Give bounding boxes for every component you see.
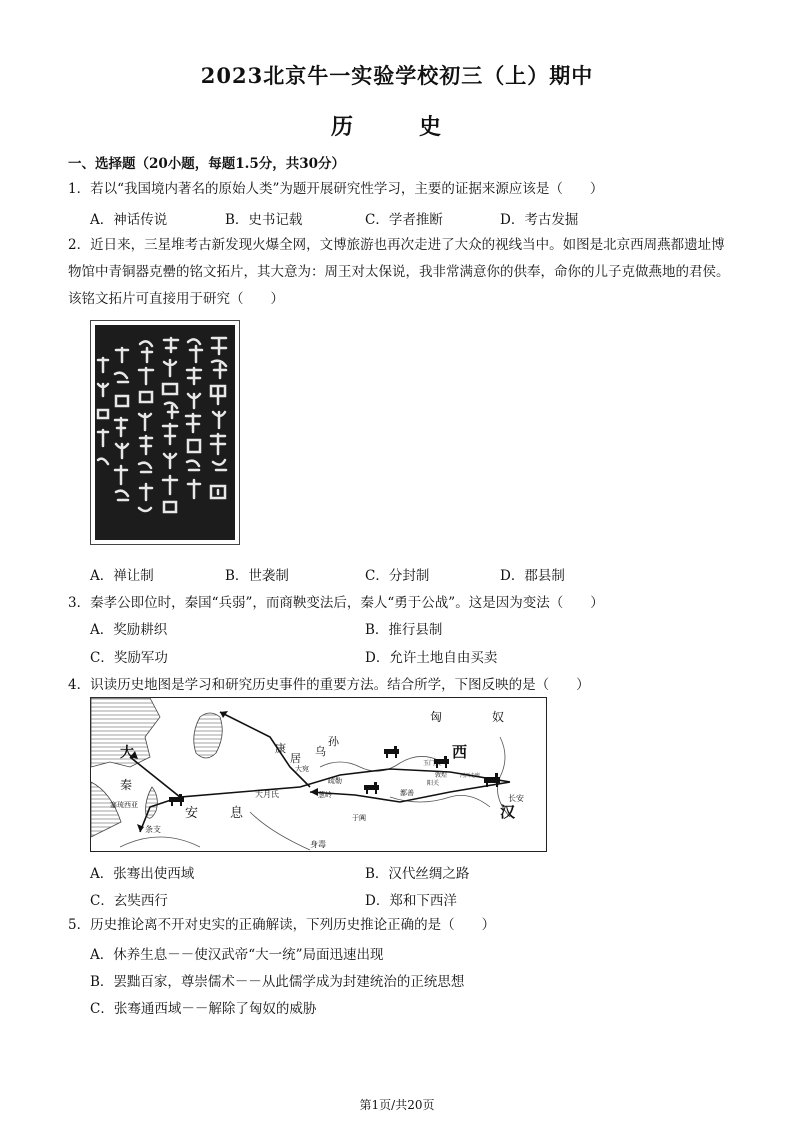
bronze-inscription-rubbing-image <box>90 320 240 545</box>
map-label: 匈 <box>430 710 443 724</box>
option-b: B．推行县制 <box>365 622 443 638</box>
map-label: 大月氏 <box>255 790 279 799</box>
map-label: 秦 <box>120 778 133 792</box>
silk-road-map-image <box>90 697 547 852</box>
map-label: 康 <box>275 742 286 755</box>
map-label: 汉 <box>500 803 516 821</box>
option-b: B．罢黜百家，尊崇儒术－－从此儒学成为封建统治的正统思想 <box>90 974 465 990</box>
map-label: 身毒 <box>310 840 326 849</box>
option-b: B．史书记载 <box>225 212 303 228</box>
section-heading: 一、选择题（20小题，每题1.5分，共30分） <box>68 156 346 172</box>
question-1-stem: 1．若以“我国境内著名的原始人类”为题开展研究性学习，主要的证据来源应该是（ ） <box>68 181 604 197</box>
map-label: 条支 <box>145 825 161 834</box>
option-c: C．奖励军功 <box>90 650 168 666</box>
page-footer: 第1页/共20页 <box>359 1098 435 1112</box>
map-label: 大 <box>120 745 134 761</box>
map-label: 玉门关 <box>423 760 442 767</box>
map-label: 河西走廊 <box>460 773 481 779</box>
map-label: 西 <box>452 743 468 761</box>
option-d: D．允许土地自由买卖 <box>365 650 498 666</box>
option-d: D．郡县制 <box>500 568 565 584</box>
question-2-stem: 2．近日来，三星堆考古新发现火爆全网，文博旅游也再次走进了大众的视线当中。如图是北京西周燕都遗址博物馆中青铜器克罍的铭文拓片，其大意为：周王对太保说，我非常满意你的供奉，命你的儿子克做燕地的君侯。该铭文拓片可直接用于研究（ ） <box>68 237 730 307</box>
subject-title: 历 史 <box>330 114 463 140</box>
map-label: 疏勒 <box>328 777 342 785</box>
option-a: A．奖励耕织 <box>90 622 168 638</box>
option-a: A．禅让制 <box>90 568 154 584</box>
map-label: 乌 <box>315 745 326 758</box>
option-c: C．学者推断 <box>365 212 443 228</box>
option-d: D．考古发掘 <box>500 212 579 228</box>
map-label: 阳关 <box>427 780 440 787</box>
question-3-stem: 3．秦孝公即位时，秦国“兵弱”，而商鞅变法后，秦人“勇于公战”。这是因为变法（ ） <box>68 595 604 611</box>
question-5-stem: 5．历史推论离不开对史实的正确解读，下列历史推论正确的是（ ） <box>68 917 496 933</box>
option-b: B．汉代丝绸之路 <box>365 866 470 882</box>
map-label: 敦煌 <box>435 772 448 779</box>
map-label: 塞琉西亚 <box>110 801 138 809</box>
option-c: C．玄奘西行 <box>90 893 168 909</box>
question-4-stem: 4．识读历史地图是学习和研究历史事件的重要方法。结合所学，下图反映的是（ ） <box>68 677 590 693</box>
map-label: 息 <box>230 806 244 821</box>
map-label: 长安 <box>508 794 524 803</box>
option-a: A．休养生息－－使汉武帝“大一统”局面迅速出现 <box>90 947 384 963</box>
option-a: A．张骞出使西域 <box>90 866 195 882</box>
option-a: A．神话传说 <box>90 212 168 228</box>
option-b: B．世袭制 <box>225 568 289 584</box>
option-c: C．张骞通西域－－解除了匈奴的威胁 <box>90 1001 317 1017</box>
map-label: 大宛 <box>295 765 309 773</box>
map-label: 安 <box>185 806 199 821</box>
map-label: 居 <box>290 752 301 765</box>
option-c: C．分封制 <box>365 568 430 584</box>
map-label: 孙 <box>328 735 339 748</box>
option-d: D．郑和下西洋 <box>365 893 457 909</box>
map-label: 奴 <box>492 710 505 724</box>
map-label: 葱岭 <box>318 791 332 799</box>
map-label: 鄯善 <box>400 789 414 797</box>
exam-title: 2023北京牛一实验学校初三（上）期中 <box>200 63 594 88</box>
map-label: 于阗 <box>352 814 366 822</box>
